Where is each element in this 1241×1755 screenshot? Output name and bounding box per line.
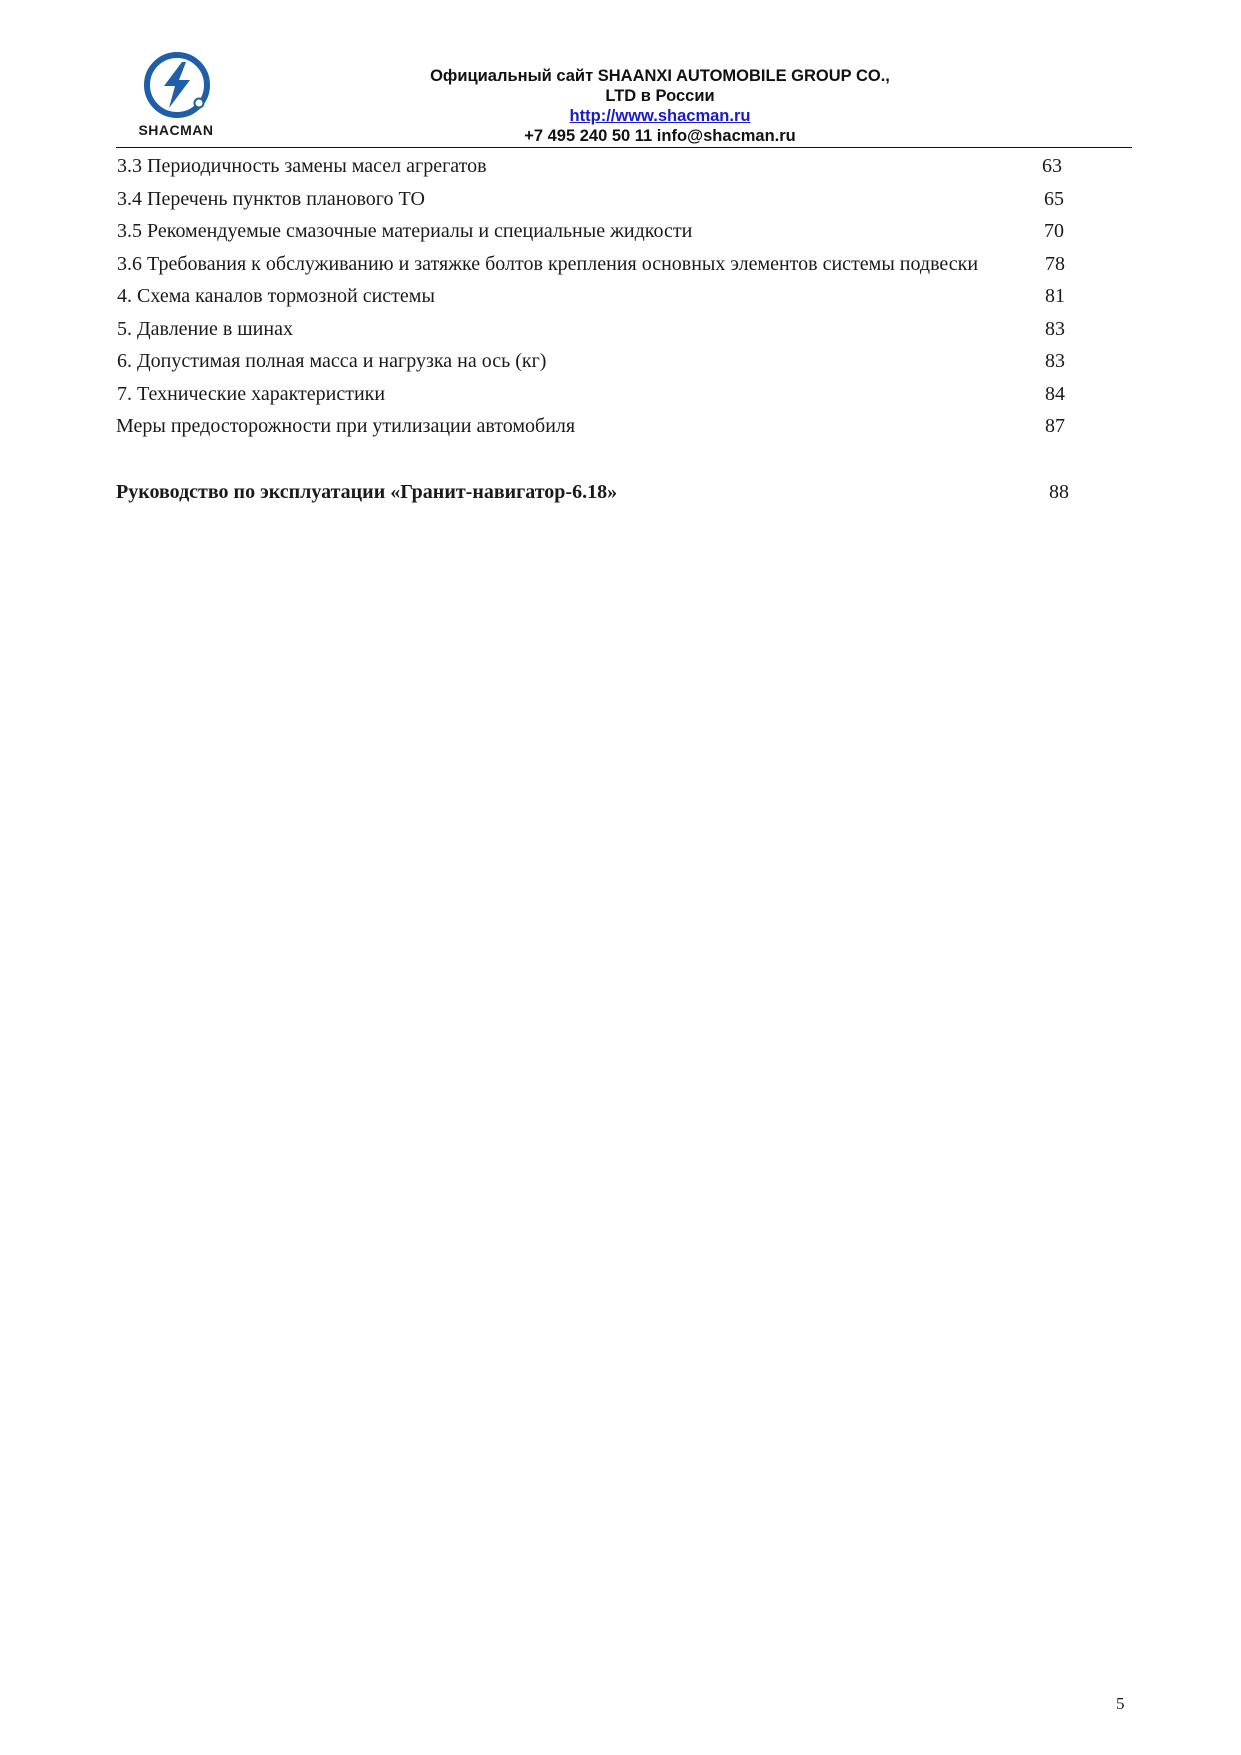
- toc-entry-page: 83: [1045, 317, 1065, 340]
- toc-entry-page: 63: [1042, 155, 1062, 177]
- toc-entry-title: 3.6 Требования к обслуживанию и затяжке болтов крепления основных элементов системы подвески: [117, 252, 979, 275]
- page-number: 5: [1116, 1694, 1125, 1713]
- toc-entry-page: 70: [1044, 220, 1064, 242]
- header-contacts: +7 495 240 50 11 info@shacman.ru: [524, 127, 796, 145]
- toc-entry: [117, 345, 1077, 377]
- logo-text: SHACMAN: [138, 122, 214, 138]
- toc-entry: [117, 215, 1077, 247]
- toc-entry: [117, 150, 1077, 182]
- toc-entry: [117, 378, 1077, 410]
- toc-entry: [117, 410, 1077, 442]
- header-divider: [116, 147, 1132, 148]
- header-company-line-2: LTD в России: [605, 87, 715, 105]
- toc-entry: [117, 280, 1077, 312]
- toc-entry-title: 7. Технические характеристики: [117, 382, 386, 405]
- toc-entry: [117, 183, 1077, 215]
- toc-entry-page: 84: [1045, 382, 1065, 405]
- toc-entry-title: Руководство по эксплуатации «Гранит-навигатор-6.18»: [116, 481, 618, 503]
- toc-entry-title: 6. Допустимая полная масса и нагрузка на ось (кг): [117, 350, 547, 372]
- toc-entry-title: 4. Схема каналов тормозной системы: [117, 285, 435, 307]
- toc-entry-bold: [117, 476, 1077, 508]
- toc-entry-page: 65: [1044, 187, 1064, 210]
- toc-entry-title: 3.5 Рекомендуемые смазочные материалы и специальные жидкости: [117, 220, 693, 242]
- toc-entry: [117, 313, 1077, 345]
- toc-entry-page: 81: [1045, 285, 1065, 307]
- toc-entry-page: 78: [1045, 252, 1065, 275]
- toc-entry-title: Меры предосторожности при утилизации автомобиля: [116, 415, 576, 437]
- shacman-emblem-icon: [144, 52, 210, 118]
- toc-entry-title: 5. Давление в шинах: [117, 317, 293, 340]
- toc-entry-page: 87: [1045, 415, 1065, 437]
- header-info: [380, 66, 940, 146]
- website-link[interactable]: http://www.shacman.ru: [569, 107, 751, 125]
- page-header: [0, 0, 1241, 150]
- header-company-line: Официальный сайт SHAANXI AUTOMOBILE GROUP CO.,: [430, 67, 890, 85]
- toc-entry-page: 83: [1045, 350, 1065, 372]
- shacman-logo: [120, 52, 232, 142]
- toc-entry-page: 88: [1049, 481, 1069, 503]
- toc-entry: [117, 248, 1077, 280]
- toc-entry-title: 3.4 Перечень пунктов планового ТО: [117, 187, 425, 210]
- toc-entry-title: 3.3 Периодичность замены масел агрегатов: [117, 155, 487, 177]
